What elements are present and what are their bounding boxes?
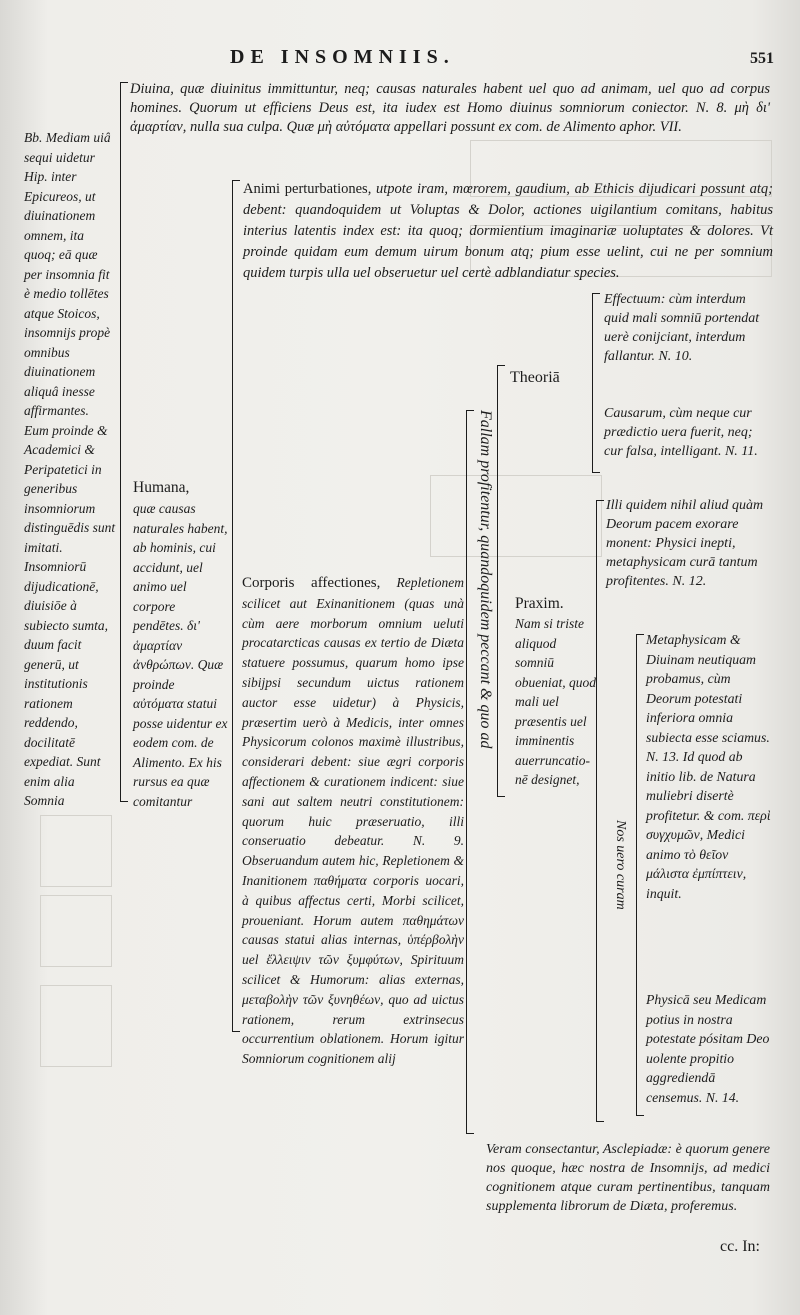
theoria-praxim-bracket — [497, 365, 505, 797]
animi-block — [243, 179, 773, 284]
humana-heading: Humana, — [133, 479, 190, 496]
bleed-through-box — [40, 985, 112, 1067]
corporis-block — [242, 573, 464, 1069]
bleed-through-box — [430, 475, 602, 557]
main-bracket — [120, 82, 128, 802]
animi-text: utpote iram, mœrorem, gaudium, ab Ethicis dijudicari possunt atq; debent: quandoquidem ut Voluptas & Dolor, actiones uigilantium comitans, habitus interius latentis index est: ita quoq; dormientium imaginariæ uoluptates & dolores. Vt proinde quidam eum demum uirum bonum atq; pium esse uelint, cui ne per somnium quidem turpis ulla uel obseruetur uel certè adblandiatur species. — [243, 181, 773, 281]
running-head: DE INSOMNIIS. — [230, 46, 455, 68]
praxim-text: Nam si triste aliquod somniū obueniat, quod mali uel præsentis uel imminentis auerruncatio-nē designet, — [515, 616, 596, 787]
effectuum-text: Effectuum: cùm interdum quid mali somniū portendat uerè conijciant, interdum fallantur. N. 10. — [604, 292, 760, 364]
margin-note: Bb. Mediam uiâ sequi uidetur Hip. inter Epicureos, ut diuinationem omnem, ita quoq; eā quæ per insomnia fit è medio tollētes atque Stoicos, insomnijs propè omnibus diuinationem aliquâ inesse affirmantes. Eum proinde & Academici & Peripatetici in generibus insomniorum distinguēdis sunt imitati. Insomniorū dijudicationē, diuisiōe à subiecto sumta, duum facit generū, ut institutionis rationem reddendo, docilitatē expediat. Sunt enim alia Somnia — [24, 130, 116, 808]
physicam-text: Physicā seu Medicam potius in nostra potestate pósitam Deo uolente propitio aggrediendā censemus. N. 14. — [646, 992, 770, 1105]
corporis-text: Repletionem scilicet aut Exinanitionem (quas unà cùm aere morborum omnium ueluti procatarcticas causas ex tertio de Diæta statuere possumus, quarum homo ipse sibijpsi secundum uictus rationem auctor esse uidetur) à Physicis, præsertim uerò à Medicis, inter omnes Physicorum colonos maximè illustribus, considerari debent: siue ægri corporis affectionem & curationem indicent: siue sani aut saltem neutri constitutionem: quorum huic præseruatio, illi conseruatio debeatur. N. 9. Obseruandum autem hic, Repletionem & Inanitionem παθήματα corporis uocari, à quibus affectus certi, Morbi scilicet, proueniant. Horum autem παθημάτων causas statui alias internas, ὑπέρβολὴν uel ἔλλειψιν τῶν ξυμφύτων, Spirituum scilicet & Humorum: alias externas, μεταβολὴν τῶν ξυνηθέων, quo ad uictus rationem, rerum extrinsecus occurrentium oblationem. Horum igitur Somniorum cognitionem alij — [242, 575, 464, 1067]
bleed-through-box — [40, 815, 112, 887]
praxim-heading: Praxim. — [515, 595, 564, 612]
cura-bracket — [636, 634, 644, 1116]
humana-bracket — [232, 180, 240, 1032]
nos-vertical-label: Nos uero curam — [613, 820, 628, 910]
illi-text: Illi quidem nihil aliud quàm Deorum pacem exorare monent: Physici inepti, metaphysicam curā tantum profitentes. N. 12. — [606, 498, 764, 589]
page-number: 551 — [750, 50, 774, 67]
metaphysicam-text: Metaphysicam & Diuinam neutiquam probamus, cùm Deorum potestati inferiora omnia subiecta esse sciamus. N. 13. Id quod ab initio lib. de Natura muliebri disertè profitetur. & com. περὶ συγχυμῶν, Medici animo τὸ θεῖον μάλιστα ἐμπίπτειν, inquit. — [646, 632, 771, 901]
bleed-through-box — [40, 895, 112, 967]
theoria-label: Theoriā — [510, 369, 560, 386]
praxim-bracket — [596, 500, 604, 1122]
fallam-bracket — [466, 410, 474, 1134]
corporis-heading: Corporis affectiones, — [242, 575, 381, 591]
theoria-bracket — [592, 293, 600, 473]
catchword: cc. In: — [720, 1238, 760, 1255]
veram-text: Veram consectantur, Asclepiadæ: è quorum genere nos quoque, hæc nostra de Insomnijs, ad medici cognitionem atque curam pertinentibus, tanquam supplementa librorum de Diæta, proferemus. — [486, 1142, 770, 1214]
fallam-vertical-label: Fallam profitentur, quandoquidem peccant & quo ad — [477, 410, 494, 749]
divina-entry: Diuina, quæ diuinitus immittuntur, neq; causas naturales habent uel quo ad animam, uel quo ad corpus homines. Quorum ut efficiens Deus est, ita iudex est Homo diuinus somniorum coniector. N. 8. μὴ δι' ἁμαρτίαν, nulla sua culpa. Quæ μὴ αὐτόματα appellari possunt ex com. de Alimento aphor. VII. — [130, 81, 770, 135]
animi-heading: Animi perturbationes, — [243, 181, 372, 197]
causarum-text: Causarum, cùm neque cur prædictio uera fuerit, neq; cur falsa, intelligant. N. 11. — [604, 406, 758, 459]
humana-text: quæ causas naturales habent, ab hominis, cui accidunt, uel animo uel corpore pendētes. δι' ἁμαρτίαν ἀνθρώπων. Quæ proinde αὐτόματα statui posse uidentur ex eodem com. de Alimento. Ex his rursus ea quæ comitantur — [133, 501, 228, 809]
